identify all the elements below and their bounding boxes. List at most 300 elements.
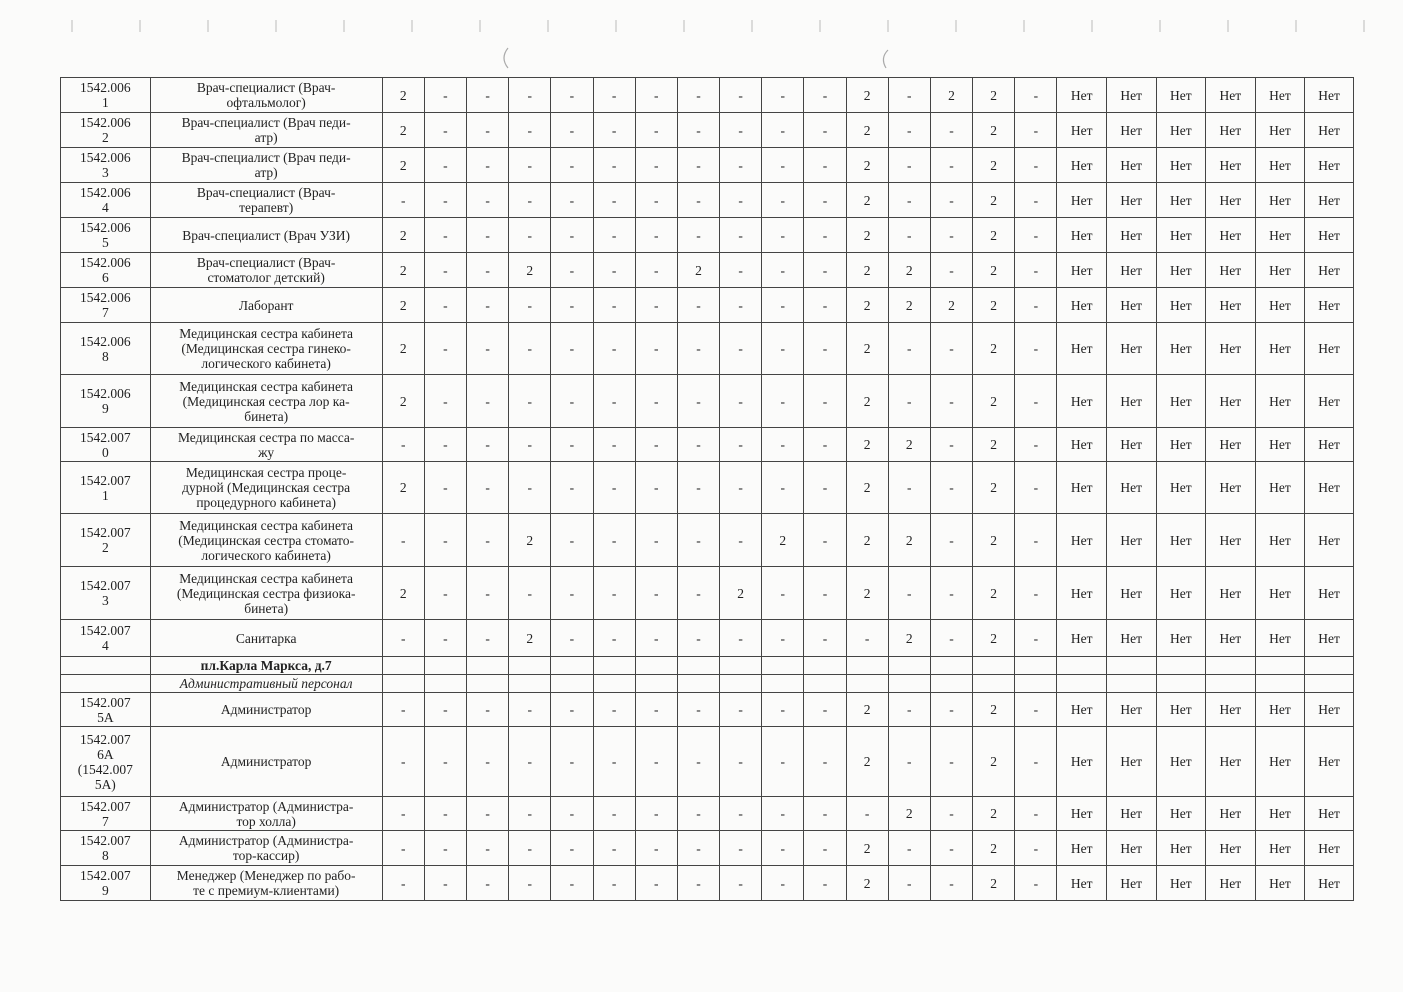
row-value-cell: - — [888, 462, 930, 514]
row-value-cell: - — [804, 567, 846, 620]
row-value-cell: - — [635, 620, 677, 657]
row-flag-cell: Нет — [1106, 323, 1156, 375]
empty-cell — [467, 657, 509, 675]
row-value-cell: - — [467, 567, 509, 620]
row-value-cell: 2 — [846, 514, 888, 567]
row-value-cell: - — [677, 462, 719, 514]
row-value-cell: - — [593, 831, 635, 866]
row-value-cell: - — [677, 514, 719, 567]
row-value-cell: - — [593, 78, 635, 113]
row-value-cell: 2 — [846, 567, 888, 620]
row-flag-cell: Нет — [1206, 567, 1256, 620]
row-position-name: Врач-специалист (Врач педи- атр) — [150, 113, 382, 148]
row-value-cell: - — [888, 375, 930, 428]
row-flag-cell: Нет — [1206, 323, 1256, 375]
subsection-row — [61, 675, 1354, 693]
table-row — [61, 288, 1354, 323]
staff-table — [60, 77, 1354, 901]
empty-cell — [551, 675, 593, 693]
row-flag-cell: Нет — [1255, 148, 1305, 183]
row-flag-cell: Нет — [1156, 253, 1206, 288]
row-flag-cell: Нет — [1156, 148, 1206, 183]
row-value-cell: - — [804, 218, 846, 253]
row-flag-cell: Нет — [1057, 866, 1107, 901]
row-value-cell: 2 — [509, 253, 551, 288]
row-value-cell: 2 — [973, 831, 1015, 866]
empty-cell — [1156, 657, 1206, 675]
row-value-cell: - — [762, 831, 804, 866]
row-code: 1542.007 5А — [61, 693, 151, 727]
row-flag-cell: Нет — [1255, 253, 1305, 288]
scan-artifacts — [0, 0, 1403, 70]
row-value-cell: - — [551, 831, 593, 866]
row-value-cell: - — [424, 620, 466, 657]
row-value-cell: - — [804, 620, 846, 657]
row-value-cell: - — [424, 866, 466, 901]
row-value-cell: - — [509, 148, 551, 183]
row-flag-cell: Нет — [1255, 218, 1305, 253]
row-value-cell: - — [1015, 253, 1057, 288]
row-flag-cell: Нет — [1206, 78, 1256, 113]
table-row — [61, 831, 1354, 866]
row-value-cell: 2 — [762, 514, 804, 567]
row-value-cell: - — [1015, 462, 1057, 514]
empty-cell — [804, 657, 846, 675]
row-value-cell: - — [424, 375, 466, 428]
row-flag-cell: Нет — [1305, 148, 1354, 183]
empty-cell — [1206, 675, 1256, 693]
empty-cell — [1206, 657, 1256, 675]
row-value-cell: - — [762, 183, 804, 218]
row-value-cell: - — [424, 514, 466, 567]
empty-cell — [1156, 675, 1206, 693]
row-value-cell: - — [593, 148, 635, 183]
row-value-cell: - — [677, 113, 719, 148]
row-value-cell: - — [551, 797, 593, 831]
empty-cell — [720, 657, 762, 675]
empty-cell — [888, 657, 930, 675]
row-value-cell: - — [551, 323, 593, 375]
row-value-cell: - — [635, 831, 677, 866]
empty-cell — [61, 675, 151, 693]
row-value-cell: - — [509, 323, 551, 375]
row-flag-cell: Нет — [1305, 183, 1354, 218]
row-value-cell: - — [804, 375, 846, 428]
row-value-cell: - — [804, 514, 846, 567]
row-flag-cell: Нет — [1206, 113, 1256, 148]
row-flag-cell: Нет — [1156, 288, 1206, 323]
row-value-cell: - — [930, 183, 972, 218]
row-value-cell: - — [467, 288, 509, 323]
row-value-cell: 2 — [382, 375, 424, 428]
row-value-cell: - — [846, 797, 888, 831]
row-value-cell: - — [762, 375, 804, 428]
row-value-cell: - — [762, 148, 804, 183]
row-flag-cell: Нет — [1106, 428, 1156, 462]
row-flag-cell: Нет — [1206, 148, 1256, 183]
row-value-cell: - — [720, 620, 762, 657]
row-position-name: Врач-специалист (Врач- стоматолог детский) — [150, 253, 382, 288]
row-code: 1542.007 6А (1542.007 5А) — [61, 727, 151, 797]
row-value-cell: 2 — [509, 514, 551, 567]
row-value-cell: 2 — [720, 567, 762, 620]
row-value-cell: 2 — [382, 288, 424, 323]
row-value-cell: - — [424, 462, 466, 514]
row-value-cell: - — [467, 866, 509, 901]
row-value-cell: - — [467, 218, 509, 253]
row-value-cell: - — [424, 218, 466, 253]
row-flag-cell: Нет — [1057, 620, 1107, 657]
row-code: 1542.006 6 — [61, 253, 151, 288]
row-value-cell: - — [1015, 148, 1057, 183]
row-position-name: Медицинская сестра кабинета (Медицинская сестра физиока- бинета) — [150, 567, 382, 620]
row-value-cell: - — [424, 148, 466, 183]
row-value-cell: - — [509, 113, 551, 148]
row-flag-cell: Нет — [1206, 831, 1256, 866]
row-code: 1542.006 9 — [61, 375, 151, 428]
row-value-cell: - — [635, 323, 677, 375]
row-value-cell: - — [1015, 218, 1057, 253]
row-value-cell: - — [720, 428, 762, 462]
row-flag-cell: Нет — [1255, 323, 1305, 375]
row-position-name: Врач-специалист (Врач- офтальмолог) — [150, 78, 382, 113]
row-flag-cell: Нет — [1255, 797, 1305, 831]
row-value-cell: - — [1015, 78, 1057, 113]
row-value-cell: - — [593, 323, 635, 375]
row-flag-cell: Нет — [1106, 183, 1156, 218]
empty-cell — [804, 675, 846, 693]
row-value-cell: - — [677, 567, 719, 620]
row-value-cell: - — [677, 727, 719, 797]
section-row — [61, 657, 1354, 675]
row-value-cell: - — [593, 288, 635, 323]
row-value-cell: - — [593, 253, 635, 288]
row-position-name: Врач-специалист (Врач УЗИ) — [150, 218, 382, 253]
row-flag-cell: Нет — [1057, 462, 1107, 514]
row-value-cell: - — [677, 288, 719, 323]
empty-cell — [593, 675, 635, 693]
row-value-cell: - — [804, 113, 846, 148]
table-row — [61, 693, 1354, 727]
row-flag-cell: Нет — [1206, 462, 1256, 514]
row-value-cell: - — [635, 567, 677, 620]
table-row — [61, 375, 1354, 428]
row-value-cell: 2 — [846, 253, 888, 288]
row-flag-cell: Нет — [1255, 693, 1305, 727]
row-value-cell: - — [804, 693, 846, 727]
row-value-cell: - — [930, 831, 972, 866]
empty-cell — [593, 657, 635, 675]
row-flag-cell: Нет — [1305, 514, 1354, 567]
row-flag-cell: Нет — [1255, 288, 1305, 323]
row-flag-cell: Нет — [1106, 218, 1156, 253]
empty-cell — [382, 675, 424, 693]
row-value-cell: - — [804, 428, 846, 462]
table-row — [61, 253, 1354, 288]
row-value-cell: - — [677, 323, 719, 375]
row-value-cell: - — [509, 78, 551, 113]
row-flag-cell: Нет — [1255, 620, 1305, 657]
row-value-cell: - — [467, 428, 509, 462]
row-position-name: Администратор (Администра- тор холла) — [150, 797, 382, 831]
row-position-name: Лаборант — [150, 288, 382, 323]
row-value-cell: - — [930, 797, 972, 831]
row-value-cell: - — [467, 831, 509, 866]
row-value-cell: - — [1015, 113, 1057, 148]
row-flag-cell: Нет — [1156, 323, 1206, 375]
row-value-cell: 2 — [973, 183, 1015, 218]
row-code: 1542.007 8 — [61, 831, 151, 866]
section-title: пл.Карла Маркса, д.7 — [150, 657, 382, 675]
row-flag-cell: Нет — [1057, 727, 1107, 797]
row-value-cell: - — [677, 78, 719, 113]
row-value-cell: - — [424, 253, 466, 288]
row-flag-cell: Нет — [1057, 567, 1107, 620]
row-value-cell: - — [762, 462, 804, 514]
row-flag-cell: Нет — [1206, 620, 1256, 657]
row-value-cell: - — [720, 797, 762, 831]
row-value-cell: - — [509, 288, 551, 323]
row-value-cell: 2 — [846, 288, 888, 323]
row-value-cell: - — [888, 693, 930, 727]
row-flag-cell: Нет — [1305, 375, 1354, 428]
empty-cell — [635, 675, 677, 693]
row-value-cell: - — [424, 567, 466, 620]
row-flag-cell: Нет — [1057, 148, 1107, 183]
row-value-cell: - — [677, 620, 719, 657]
row-value-cell: - — [930, 148, 972, 183]
row-value-cell: 2 — [973, 78, 1015, 113]
row-value-cell: - — [424, 323, 466, 375]
row-position-name: Администратор — [150, 727, 382, 797]
row-value-cell: - — [551, 462, 593, 514]
row-value-cell: - — [424, 113, 466, 148]
row-value-cell: - — [635, 113, 677, 148]
row-value-cell: 2 — [846, 727, 888, 797]
row-value-cell: - — [593, 375, 635, 428]
table-row — [61, 78, 1354, 113]
row-flag-cell: Нет — [1057, 797, 1107, 831]
row-value-cell: 2 — [888, 620, 930, 657]
row-position-name: Врач-специалист (Врач- терапевт) — [150, 183, 382, 218]
row-value-cell: - — [804, 78, 846, 113]
row-value-cell: - — [635, 727, 677, 797]
row-value-cell: - — [720, 831, 762, 866]
row-value-cell: - — [720, 218, 762, 253]
row-flag-cell: Нет — [1156, 113, 1206, 148]
row-value-cell: - — [888, 218, 930, 253]
row-flag-cell: Нет — [1106, 288, 1156, 323]
row-code: 1542.007 4 — [61, 620, 151, 657]
row-code: 1542.006 2 — [61, 113, 151, 148]
row-flag-cell: Нет — [1305, 428, 1354, 462]
row-value-cell: - — [509, 428, 551, 462]
row-flag-cell: Нет — [1255, 866, 1305, 901]
row-value-cell: - — [593, 727, 635, 797]
row-value-cell: - — [846, 620, 888, 657]
row-value-cell: - — [551, 375, 593, 428]
row-flag-cell: Нет — [1255, 727, 1305, 797]
row-value-cell: - — [804, 253, 846, 288]
row-value-cell: - — [720, 375, 762, 428]
row-value-cell: - — [424, 831, 466, 866]
row-flag-cell: Нет — [1106, 797, 1156, 831]
row-value-cell: - — [804, 183, 846, 218]
row-value-cell: - — [424, 78, 466, 113]
row-value-cell: - — [635, 218, 677, 253]
row-flag-cell: Нет — [1156, 183, 1206, 218]
row-value-cell: - — [593, 113, 635, 148]
row-value-cell: - — [551, 428, 593, 462]
row-value-cell: - — [762, 288, 804, 323]
row-flag-cell: Нет — [1305, 693, 1354, 727]
row-code: 1542.007 0 — [61, 428, 151, 462]
row-value-cell: 2 — [973, 218, 1015, 253]
empty-cell — [424, 657, 466, 675]
row-position-name: Медицинская сестра кабинета (Медицинская сестра стомато- логического кабинета) — [150, 514, 382, 567]
row-position-name: Администратор (Администра- тор-кассир) — [150, 831, 382, 866]
empty-cell — [424, 675, 466, 693]
row-flag-cell: Нет — [1305, 727, 1354, 797]
row-flag-cell: Нет — [1057, 428, 1107, 462]
empty-cell — [1305, 657, 1354, 675]
row-value-cell: - — [930, 323, 972, 375]
row-value-cell: - — [804, 727, 846, 797]
row-value-cell: 2 — [382, 462, 424, 514]
empty-cell — [1305, 675, 1354, 693]
row-value-cell: - — [888, 831, 930, 866]
table-row — [61, 148, 1354, 183]
row-value-cell: - — [509, 831, 551, 866]
row-value-cell: - — [720, 253, 762, 288]
empty-cell — [888, 675, 930, 693]
row-value-cell: - — [593, 218, 635, 253]
row-flag-cell: Нет — [1206, 866, 1256, 901]
row-position-name: Врач-специалист (Врач педи- атр) — [150, 148, 382, 183]
row-flag-cell: Нет — [1156, 462, 1206, 514]
row-value-cell: - — [551, 148, 593, 183]
row-value-cell: 2 — [382, 78, 424, 113]
row-value-cell: - — [720, 183, 762, 218]
row-position-name: Медицинская сестра по масса- жу — [150, 428, 382, 462]
row-value-cell: - — [762, 727, 804, 797]
row-value-cell: - — [888, 113, 930, 148]
row-value-cell: 2 — [973, 693, 1015, 727]
row-value-cell: - — [593, 866, 635, 901]
row-value-cell: - — [888, 727, 930, 797]
row-value-cell: - — [762, 797, 804, 831]
row-value-cell: - — [635, 183, 677, 218]
row-flag-cell: Нет — [1106, 866, 1156, 901]
row-value-cell: 2 — [846, 78, 888, 113]
row-flag-cell: Нет — [1057, 514, 1107, 567]
empty-cell — [762, 657, 804, 675]
row-flag-cell: Нет — [1106, 253, 1156, 288]
empty-cell — [677, 675, 719, 693]
row-flag-cell: Нет — [1305, 567, 1354, 620]
row-value-cell: - — [593, 428, 635, 462]
row-flag-cell: Нет — [1255, 514, 1305, 567]
row-value-cell: - — [509, 727, 551, 797]
row-code: 1542.007 7 — [61, 797, 151, 831]
row-flag-cell: Нет — [1305, 288, 1354, 323]
row-code: 1542.007 3 — [61, 567, 151, 620]
empty-cell — [973, 657, 1015, 675]
row-value-cell: - — [804, 797, 846, 831]
row-value-cell: 2 — [846, 148, 888, 183]
row-value-cell: - — [762, 620, 804, 657]
row-value-cell: - — [888, 866, 930, 901]
row-value-cell: - — [1015, 183, 1057, 218]
empty-cell — [635, 657, 677, 675]
row-value-cell: - — [424, 727, 466, 797]
row-value-cell: 2 — [846, 831, 888, 866]
row-value-cell: - — [677, 797, 719, 831]
row-value-cell: - — [509, 866, 551, 901]
row-value-cell: - — [382, 428, 424, 462]
row-value-cell: - — [382, 797, 424, 831]
row-value-cell: 2 — [973, 323, 1015, 375]
empty-cell — [1255, 657, 1305, 675]
row-value-cell: - — [720, 148, 762, 183]
row-value-cell: - — [467, 514, 509, 567]
row-position-name: Санитарка — [150, 620, 382, 657]
row-value-cell: - — [1015, 288, 1057, 323]
row-value-cell: - — [888, 78, 930, 113]
row-flag-cell: Нет — [1156, 693, 1206, 727]
row-value-cell: - — [1015, 620, 1057, 657]
row-position-name: Медицинская сестра кабинета (Медицинская сестра лор ка- бинета) — [150, 375, 382, 428]
row-flag-cell: Нет — [1206, 375, 1256, 428]
row-flag-cell: Нет — [1106, 831, 1156, 866]
row-value-cell: 2 — [888, 797, 930, 831]
row-flag-cell: Нет — [1156, 514, 1206, 567]
row-value-cell: - — [635, 797, 677, 831]
row-value-cell: - — [888, 323, 930, 375]
row-value-cell: - — [677, 375, 719, 428]
row-flag-cell: Нет — [1057, 288, 1107, 323]
row-value-cell: - — [677, 831, 719, 866]
row-flag-cell: Нет — [1106, 693, 1156, 727]
row-value-cell: 2 — [677, 253, 719, 288]
row-value-cell: - — [593, 620, 635, 657]
row-flag-cell: Нет — [1156, 375, 1206, 428]
row-flag-cell: Нет — [1255, 428, 1305, 462]
table-row — [61, 727, 1354, 797]
row-flag-cell: Нет — [1206, 218, 1256, 253]
row-code: 1542.007 1 — [61, 462, 151, 514]
row-flag-cell: Нет — [1206, 253, 1256, 288]
row-value-cell: 2 — [382, 567, 424, 620]
row-value-cell: - — [509, 375, 551, 428]
row-value-cell: 2 — [973, 375, 1015, 428]
empty-cell — [930, 675, 972, 693]
row-flag-cell: Нет — [1057, 375, 1107, 428]
row-value-cell: - — [930, 866, 972, 901]
row-value-cell: - — [930, 514, 972, 567]
row-flag-cell: Нет — [1305, 620, 1354, 657]
empty-cell — [930, 657, 972, 675]
row-value-cell: - — [762, 567, 804, 620]
empty-cell — [61, 657, 151, 675]
row-flag-cell: Нет — [1255, 375, 1305, 428]
row-value-cell: - — [804, 831, 846, 866]
row-value-cell: 2 — [973, 113, 1015, 148]
row-value-cell: 2 — [846, 218, 888, 253]
row-code: 1542.006 3 — [61, 148, 151, 183]
row-value-cell: - — [635, 514, 677, 567]
row-value-cell: - — [509, 183, 551, 218]
